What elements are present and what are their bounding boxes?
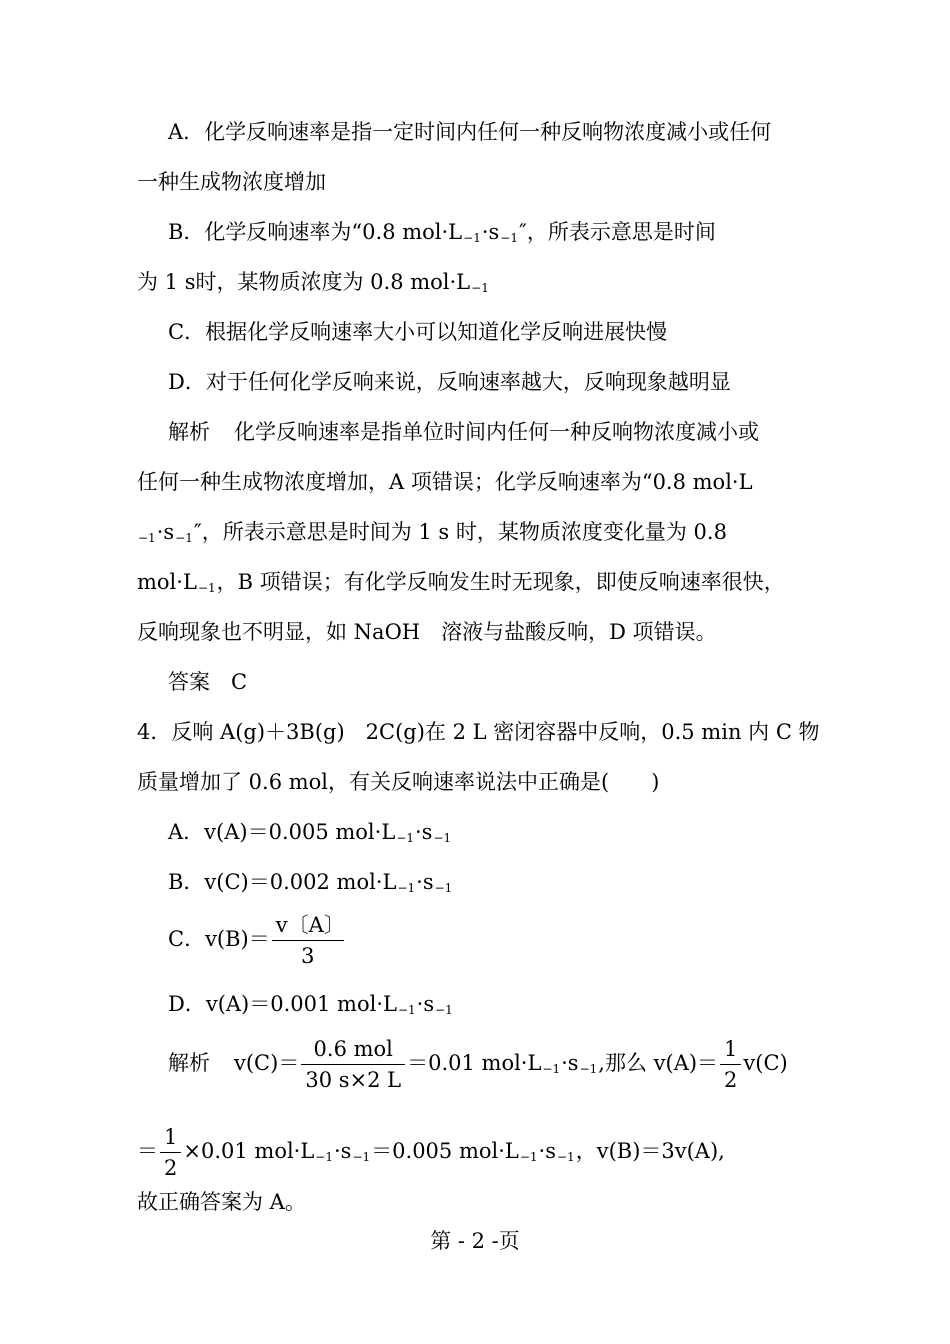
option-c: C．根据化学反响速率大小可以知道化学反响进展快慢 — [168, 320, 668, 344]
fraction-va-over-3: $\frac{v〔A〕}{3}$ — [272, 912, 344, 969]
fraction-half: $\frac{1}{2}$ — [160, 1124, 181, 1181]
analysis-line-3: −1·s−1″，所表示意思是时间为 1 s 时，某物质浓度变化量为 0.8 — [138, 520, 727, 545]
option-b-line-2: 为 1 s时，某物质浓度为 0.8 mol·L−1 — [137, 270, 489, 295]
analysis-line-4: mol·L−1，B 项错误；有化学反响发生时无现象，即使反响速率很快， — [137, 570, 785, 595]
q4-option-c: C．v(B)＝ $\frac{v〔A〕}{3}$ — [168, 913, 345, 968]
fraction-rate: $\frac{\text{0.6 mol}}{30 s\times 2 L}$ — [301, 1036, 405, 1093]
analysis-line-1: 解析 化学反响速率是指单位时间内任何一种反响物浓度减小或 — [168, 420, 759, 444]
q4-analysis-line-1: 解析 v(C)＝ $\frac{\text{0.6 mol}}{30 s\times 2 L}$ ＝0.01 mol·L−1·s−1,那么 v(A)＝ $\frac{1}{2}$ v(C) — [168, 1037, 788, 1092]
q4-option-b: B．v(C)＝0.002 mol·L−1·s−1 — [168, 870, 453, 895]
option-a-line-2: 一种生成物浓度增加 — [137, 170, 326, 194]
analysis-line-5: 反响现象也不明显，如 NaOH 溶液与盐酸反响，D 项错误。 — [137, 620, 717, 644]
option-a-line-1: A．化学反响速率是指一定时间内任何一种反响物浓度减小或任何 — [168, 120, 772, 144]
q4-option-a: A．v(A)＝0.005 mol·L−1·s−1 — [168, 820, 452, 845]
q4-option-d: D．v(A)＝0.001 mol·L−1·s−1 — [168, 992, 453, 1017]
page-footer: 第 - 2 -页 — [430, 1229, 520, 1253]
option-d: D．对于任何化学反响来说，反响速率越大，反响现象越明显 — [168, 370, 731, 394]
q4-conclusion: 故正确答案为 A。 — [137, 1190, 306, 1214]
analysis-line-2: 任何一种生成物浓度增加，A 项错误；化学反响速率为“0.8 mol·L — [137, 470, 753, 494]
option-b-line-1: B．化学反响速率为“0.8 mol·L−1·s−1″，所表示意思是时间 — [168, 220, 716, 245]
q4-analysis-line-2: ＝ $\frac{1}{2}$ ×0.01 mol·L−1·s−1＝0.005 mol·L−1·s−1，v(B)＝3v(A), — [137, 1125, 725, 1180]
fraction-half: $\frac{1}{2}$ — [720, 1036, 741, 1093]
analysis-label: 解析 — [168, 420, 210, 444]
q4-stem-line-1: 4．反响 A(g)＋3B(g) 2C(g)在 2 L 密闭容器中反响，0.5 min 内 C 物 — [137, 720, 820, 744]
q4-stem-line-2: 质量增加了 0.6 mol，有关反响速率说法中正确是( ) — [137, 770, 660, 794]
answer: 答案 C — [168, 670, 248, 694]
analysis-label: 解析 — [168, 1051, 210, 1075]
